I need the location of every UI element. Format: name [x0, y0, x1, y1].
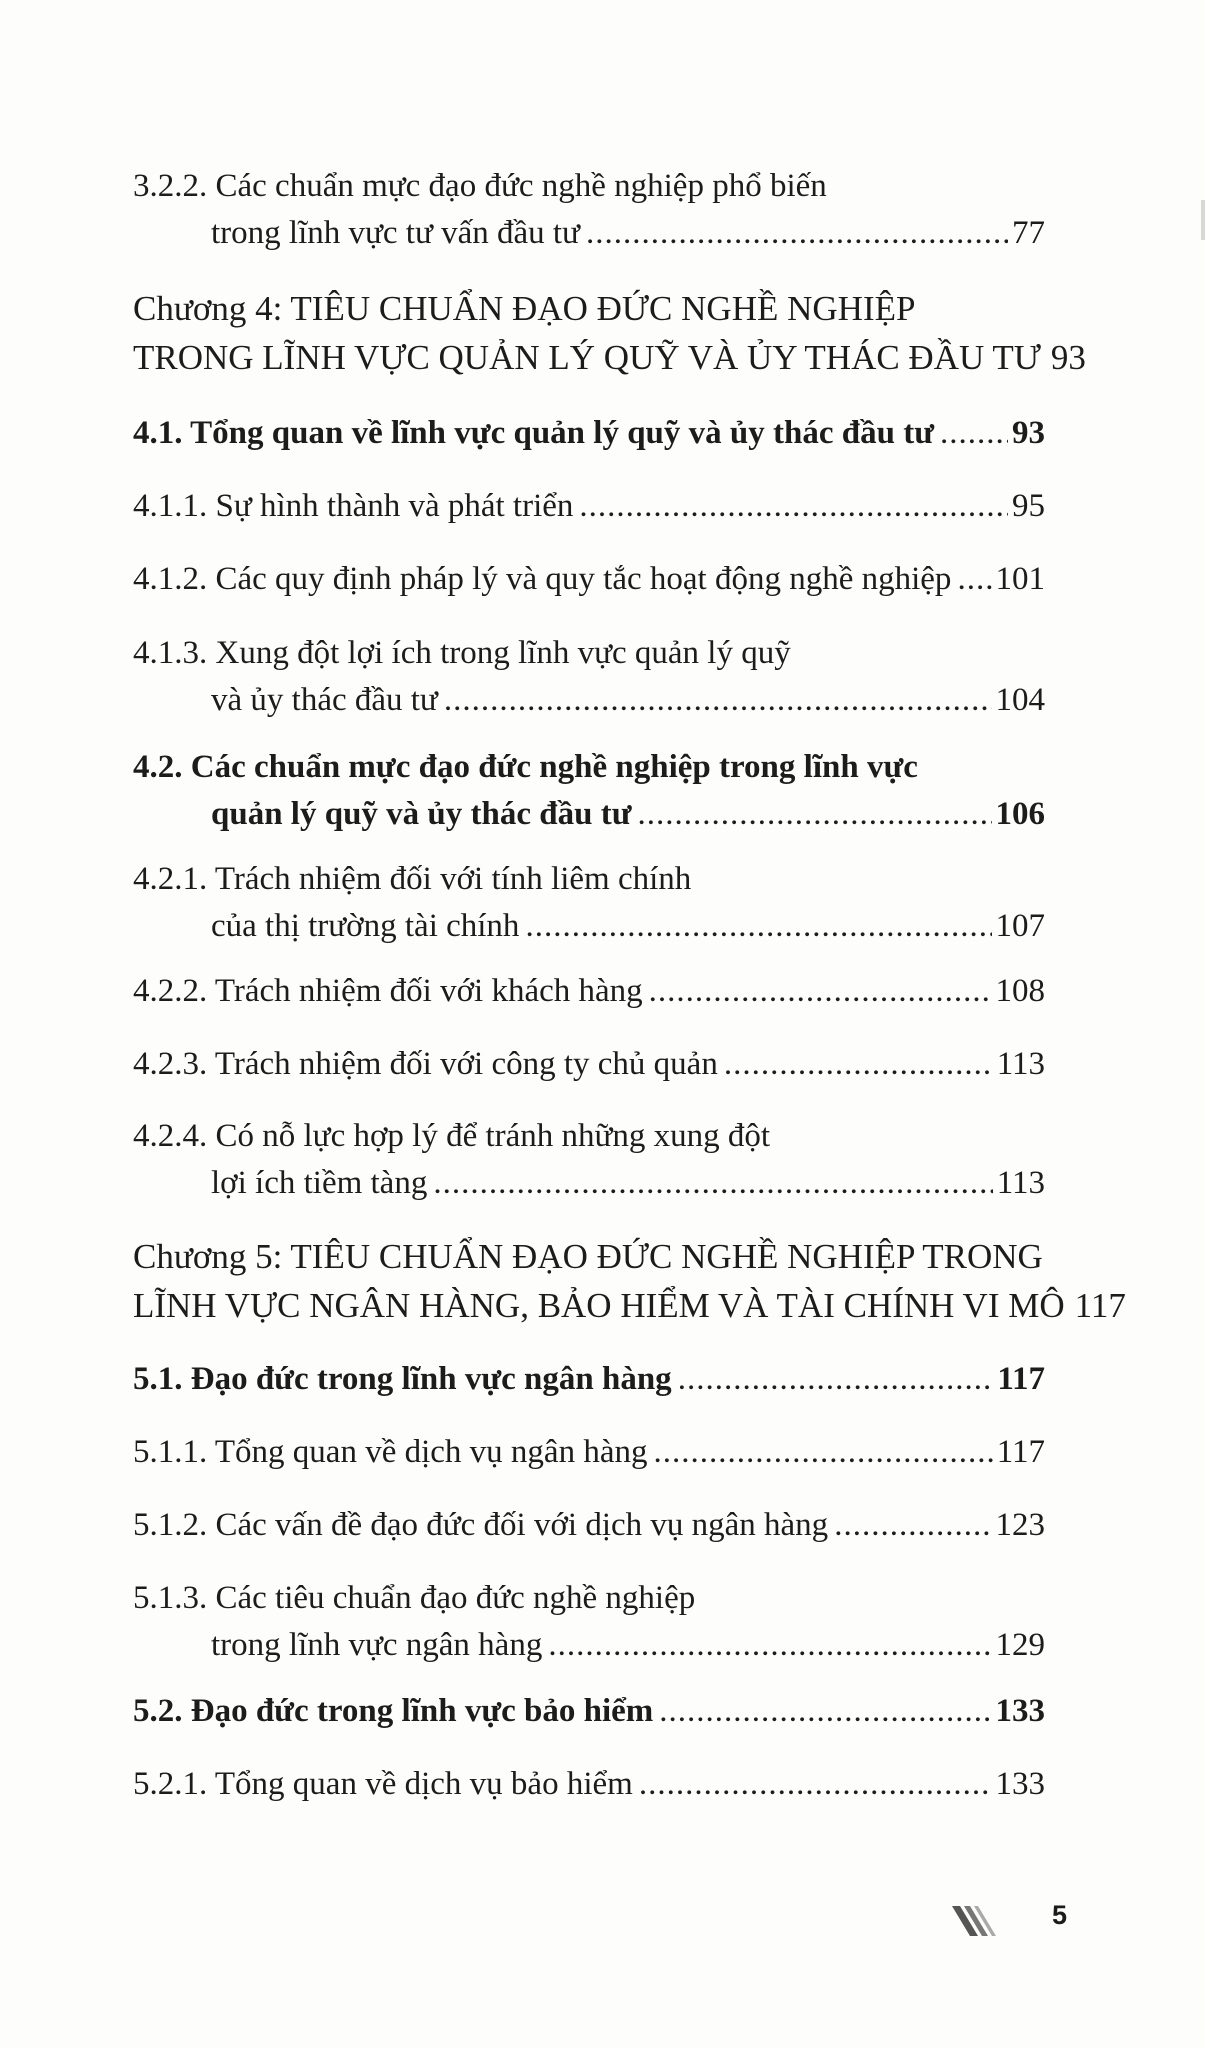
entry-title: 4.1.2. Các quy định pháp lý và quy tắc hoạt động nghề nghiệp — [133, 561, 952, 597]
entry-title-line1: Trách nhiệm đối với tính liêm chính — [214, 861, 692, 897]
toc-entry-4-2 — [133, 744, 1045, 838]
entry-title: 5.1.1. Tổng quan về dịch vụ ngân hàng — [133, 1434, 648, 1470]
entry-title-line2: của thị trường tài chính — [211, 908, 520, 944]
page-ref: 93 — [1012, 415, 1045, 451]
entry-title: 4.1.1. Sự hình thành và phát triển — [133, 488, 574, 524]
page-ref: 108 — [995, 973, 1045, 1009]
page-ref: 129 — [995, 1627, 1045, 1663]
entry-title-line1: Các chuẩn mực đạo đức nghề nghiệp trong lĩnh vực — [190, 749, 918, 785]
dot-leader — [548, 1622, 991, 1669]
toc-entry-4-1-2 — [133, 556, 1045, 603]
page-ref: 117 — [1074, 1286, 1126, 1325]
page-ref: 77 — [1012, 215, 1045, 251]
entry-number: 4.2.4. — [133, 1118, 208, 1154]
entry-title-line1: Các chuẩn mực đạo đức nghề nghiệp phổ biến — [215, 168, 827, 204]
toc-entry-4-2-2 — [133, 968, 1045, 1015]
entry-title-line2: lợi ích tiềm tàng — [211, 1165, 428, 1201]
page-ref: 107 — [995, 908, 1045, 944]
page-ref: 133 — [995, 1693, 1045, 1729]
dot-leader — [579, 483, 1008, 530]
toc-entry-5-1 — [133, 1356, 1045, 1403]
toc-entry-5-2 — [133, 1688, 1045, 1735]
toc-entry-5-1-2 — [133, 1502, 1045, 1549]
page-edge-shadow — [1201, 200, 1205, 240]
entry-title: 4.2.3. Trách nhiệm đối với công ty chủ quản — [133, 1046, 718, 1082]
entry-title: 5.1. Đạo đức trong lĩnh vực ngân hàng — [133, 1361, 672, 1397]
dot-leader — [724, 1041, 993, 1088]
page-ref: 95 — [1012, 488, 1045, 524]
footer-ornament-icon — [952, 1902, 1012, 1940]
toc-entry-4-2-1 — [133, 856, 1045, 950]
entry-title: 4.1. Tổng quan về lĩnh vực quản lý quỹ và ủy thác đầu tư — [133, 415, 934, 451]
toc-chapter-4 — [133, 284, 1086, 382]
chapter-title-line2: LĨNH VỰC NGÂN HÀNG, BẢO HIỂM VÀ TÀI CHÍNH VI MÔ — [133, 1286, 1065, 1325]
dot-leader — [649, 968, 992, 1015]
entry-title: 5.2. Đạo đức trong lĩnh vực bảo hiểm — [133, 1693, 654, 1729]
toc-entry-4-2-4 — [133, 1113, 1045, 1207]
entry-number: 3.2.2. — [133, 168, 208, 204]
entry-title: 4.2.2. Trách nhiệm đối với khách hàng — [133, 973, 643, 1009]
page-ref: 101 — [995, 561, 1045, 597]
dot-leader — [525, 903, 991, 950]
dot-leader — [834, 1502, 991, 1549]
page-ref: 117 — [997, 1361, 1045, 1397]
dot-leader — [957, 556, 991, 603]
dot-leader — [639, 1761, 992, 1808]
entry-number: 4.2. — [133, 749, 183, 785]
dot-leader — [940, 410, 1008, 457]
dot-leader — [433, 1160, 992, 1207]
entry-number: 4.1.3. — [133, 635, 208, 671]
entry-title-line2: và ủy thác đầu tư — [211, 682, 438, 718]
entry-title: 5.1.2. Các vấn đề đạo đức đối với dịch vụ ngân hàng — [133, 1507, 829, 1543]
entry-title-line2: trong lĩnh vực ngân hàng — [211, 1627, 543, 1663]
page-ref: 113 — [996, 1165, 1045, 1201]
dot-leader — [444, 677, 992, 724]
page-ref: 104 — [995, 682, 1045, 718]
toc-entry-5-2-1 — [133, 1761, 1045, 1808]
toc-entry-3-2-2 — [133, 163, 1045, 257]
page-number: 5 — [1052, 1900, 1068, 1930]
page-ref: 113 — [996, 1046, 1045, 1082]
toc-chapter-5 — [133, 1232, 1126, 1330]
toc-entry-4-1 — [133, 410, 1045, 457]
entry-title-line1: Có nỗ lực hợp lý để tránh những xung đột — [215, 1118, 771, 1154]
dot-leader — [586, 210, 1008, 257]
toc-entry-4-1-3 — [133, 630, 1045, 724]
chapter-title-line1: Chương 4: TIÊU CHUẨN ĐẠO ĐỨC NGHỀ NGHIỆP — [133, 289, 916, 328]
entry-title: 5.2.1. Tổng quan về dịch vụ bảo hiểm — [133, 1766, 633, 1802]
page-ref: 117 — [996, 1434, 1045, 1470]
page-ref: 93 — [1050, 338, 1086, 377]
entry-title-line1: Xung đột lợi ích trong lĩnh vực quản lý quỹ — [215, 635, 791, 671]
entry-title-line2: trong lĩnh vực tư vấn đầu tư — [211, 215, 580, 251]
page-ref: 133 — [995, 1766, 1045, 1802]
entry-title-line2: quản lý quỹ và ủy thác đầu tư — [211, 796, 632, 832]
dot-leader — [638, 791, 992, 838]
chapter-title-line2: TRONG LĨNH VỰC QUẢN LÝ QUỸ VÀ ỦY THÁC ĐẦU TƯ — [133, 338, 1041, 377]
dot-leader — [653, 1429, 992, 1476]
entry-number: 4.2.1. — [133, 861, 208, 897]
page-ref: 123 — [995, 1507, 1045, 1543]
page-ref: 106 — [995, 796, 1045, 832]
chapter-title-line1: Chương 5: TIÊU CHUẨN ĐẠO ĐỨC NGHỀ NGHIỆP TRONG — [133, 1237, 1043, 1276]
dot-leader — [659, 1688, 991, 1735]
toc-entry-4-2-3 — [133, 1041, 1045, 1088]
toc-entry-5-1-3 — [133, 1575, 1045, 1669]
entry-number: 5.1.3. — [133, 1580, 208, 1616]
toc-entry-5-1-1 — [133, 1429, 1045, 1476]
dot-leader — [678, 1356, 994, 1403]
entry-title-line1: Các tiêu chuẩn đạo đức nghề nghiệp — [215, 1580, 696, 1616]
toc-entry-4-1-1 — [133, 483, 1045, 530]
